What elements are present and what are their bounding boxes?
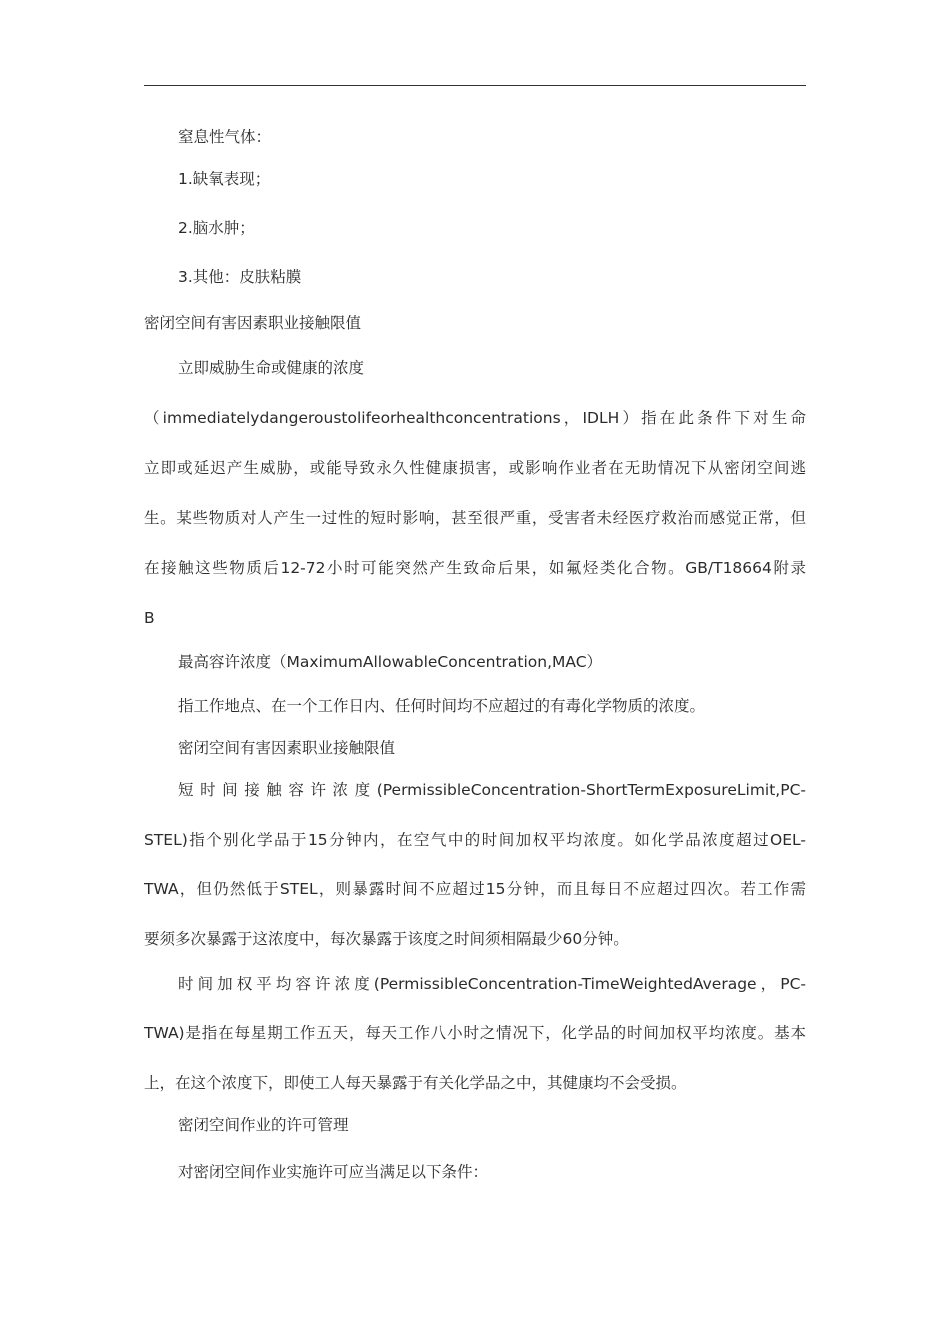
paragraph-line: 1.缺氧表现； xyxy=(178,170,271,188)
paragraph-line: STEL)指个别化学品于15分钟内，在空气中的时间加权平均浓度。如化学品浓度超过OEL- xyxy=(144,831,806,849)
paragraph-line: TWA)是指在每星期工作五天，每天工作八小时之情况下，化学品的时间加权平均浓度。基本 xyxy=(144,1024,806,1042)
paragraph-line: 上，在这个浓度下，即使工人每天暴露于有关化学品之中，其健康均不会受损。 xyxy=(144,1074,687,1092)
paragraph-line: 立即或延迟产生威胁，或能导致永久性健康损害，或影响作业者在无助情况下从密闭空间逃 xyxy=(144,459,806,477)
paragraph-line: 时间加权平均容许浓度(PermissibleConcentration-TimeWeightedAverage，PC- xyxy=(178,975,806,993)
paragraph-line: 生。某些物质对人产生一过性的短时影响，甚至很严重，受害者未经医疗救治而感觉正常，但 xyxy=(144,509,806,527)
paragraph-line: （immediatelydangeroustolifeorhealthconcentrations，IDLH）指在此条件下对生命 xyxy=(144,409,806,427)
paragraph-line: 立即威胁生命或健康的浓度 xyxy=(178,359,365,377)
paragraph-line: 要须多次暴露于这浓度中，每次暴露于该度之时间须相隔最少60分钟。 xyxy=(144,930,629,948)
section-heading: 密闭空间作业的许可管理 xyxy=(178,1116,349,1134)
paragraph-line: 3.其他：皮肤粘膜 xyxy=(178,268,302,286)
section-heading: 密闭空间有害因素职业接触限值 xyxy=(144,314,362,332)
paragraph-line: 指工作地点、在一个工作日内、任何时间均不应超过的有毒化学物质的浓度。 xyxy=(178,697,706,715)
paragraph-line: 在接触这些物质后12-72小时可能突然产生致命后果，如氟烃类化合物。GB/T18664附录 xyxy=(144,559,806,577)
paragraph-line: 窒息性气体： xyxy=(178,128,272,146)
section-heading: 密闭空间有害因素职业接触限值 xyxy=(178,739,396,757)
paragraph-line: 对密闭空间作业实施许可应当满足以下条件： xyxy=(178,1163,489,1181)
paragraph-line: 2.脑水肿； xyxy=(178,219,255,237)
paragraph-line: TWA，但仍然低于STEL，则暴露时间不应超过15分钟，而且每日不应超过四次。若工作需 xyxy=(144,880,806,898)
paragraph-line: 最高容许浓度（MaximumAllowableConcentration,MAC） xyxy=(178,653,603,671)
header-rule xyxy=(144,85,806,86)
paragraph-line: 短时间接触容许浓度(PermissibleConcentration-ShortTermExposureLimit,PC- xyxy=(178,781,806,799)
paragraph-line: B xyxy=(144,609,155,627)
